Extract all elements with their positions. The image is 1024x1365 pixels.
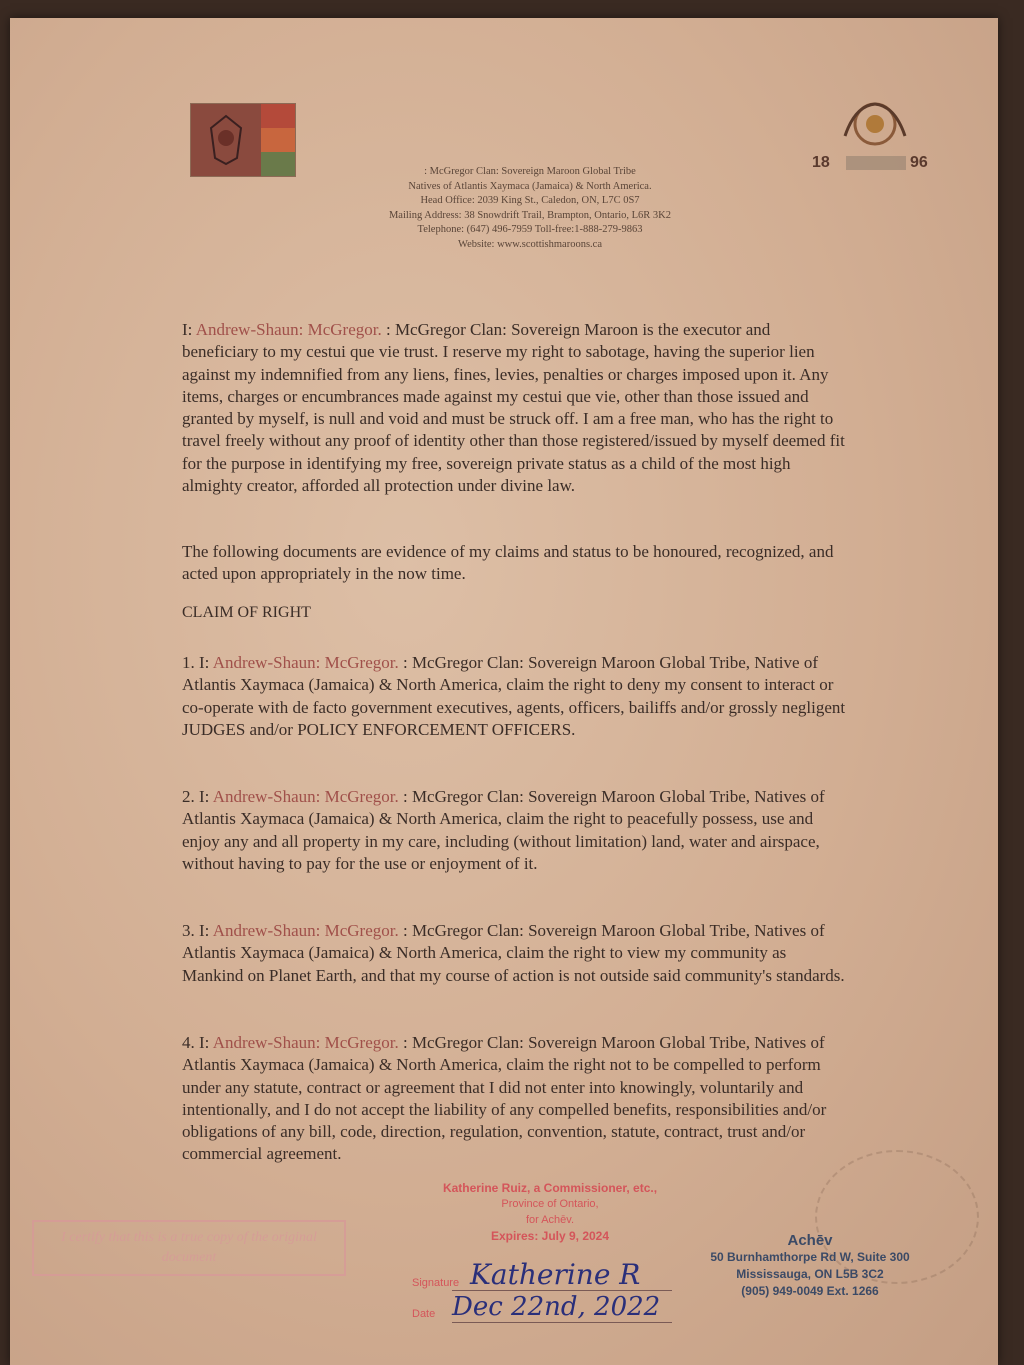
date-label: Date: [412, 1308, 436, 1320]
claim-text: : McGregor Clan: Sovereign Maroon Global Tribe, Natives of Atlantis Xaymaca (Jamaica) & North America, claim the right to view my community as Mankind on Planet Earth, and that my course of action is not outside said community's standards.: [182, 921, 845, 985]
intro-paragraph: [182, 319, 847, 497]
claim-prefix: 3. I:: [182, 921, 213, 940]
intro-text: : McGregor Clan: Sovereign Maroon is the executor and beneficiary to my cestui que vie trust. I reserve my right to sabotage, having the superior lien against my indemnified from any liens, fines, levies, penalties or charges imposed upon it. Any items, charges or encumbrances made against my cestui que vie, other than those issued and granted by myself, is null and void and must be struck off. I am a free man, who has the right to travel freely without any proof of identity other than those registered/issued by myself deemed fit for the purpose in identifying my free, sovereign private status as a child of the most high almighty creator, afforded all protection under divine law.: [182, 320, 845, 496]
claim-prefix: 4. I:: [182, 1033, 213, 1052]
claimant-name: Andrew-Shaun: McGregor.: [212, 653, 399, 672]
flag-emblem: [190, 103, 296, 177]
letterhead-line: Head Office: 2039 King St., Caledon, ON, L7C 0S7: [420, 195, 640, 207]
letterhead-line: Mailing Address: 38 Snowdrift Trail, Brampton, Ontario, L6R 3K2: [388, 209, 672, 221]
commissioner-stamp: [415, 1180, 685, 1244]
date-line: [452, 1322, 672, 1323]
year-left: 18: [812, 154, 830, 171]
signature-label: Signature: [412, 1277, 460, 1289]
letterhead-line: Natives of Atlantis Xaymaca (Jamaica) & North America.: [408, 180, 652, 192]
crest-banner: [846, 156, 906, 170]
achev-address-1: 50 Burnhamthorpe Rd W, Suite 300: [710, 1250, 910, 1264]
claim-2: [182, 786, 847, 875]
claim-3: [182, 920, 847, 987]
certify-stamp: I certify that this is a true copy of the original document: [32, 1220, 346, 1276]
signature: Katherine R: [470, 1258, 641, 1291]
claimant-name: Andrew-Shaun: McGregor.: [195, 320, 382, 339]
intro-prefix: I:: [182, 320, 196, 339]
achev-stamp: [690, 1232, 930, 1300]
letterhead-line: : McGregor Clan: Sovereign Maroon Global Tribe: [424, 166, 636, 177]
claimant-name: Andrew-Shaun: McGregor.: [212, 1033, 399, 1052]
claim-4: [182, 1032, 847, 1166]
claim-text: : McGregor Clan: Sovereign Maroon Global Tribe, Native of Atlantis Xaymaca (Jamaica) & North America, claim the right to deny my consent to interact or co-operate with de facto government executives, agents, officers, bailiffs and/or grossly negligent JUDGES and/or POLICY ENFORCEMENT OFFICERS.: [182, 653, 846, 739]
claim-text: : McGregor Clan: Sovereign Maroon Global Tribe, Natives of Atlantis Xaymaca (Jamaica) & North America, claim the right not to be compelled to perform under any statute, contract or agreement that I did not enter into knowingly, voluntarily and intentionally, and I do not accept the liability of any compelled benefits, responsibilities and/or obligations of any bill, code, direction, regulation, convention, statute, contract, trust and/or commercial agreement.: [182, 1033, 827, 1164]
clan-crest-icon: [835, 96, 915, 156]
claim-prefix: 2. I:: [182, 787, 213, 806]
year-right: 96: [910, 154, 928, 171]
claim-1: [182, 652, 847, 741]
commissioner-for: for Achēv.: [525, 1214, 575, 1226]
achev-phone: (905) 949-0049 Ext. 1266: [741, 1284, 879, 1298]
claim-prefix: 1. I:: [182, 653, 213, 672]
handwritten-date: Dec 22nd, 2022: [452, 1292, 661, 1322]
commissioner-expiry: Expires: July 9, 2024: [490, 1229, 610, 1243]
claimant-name: Andrew-Shaun: McGregor.: [212, 787, 399, 806]
claimant-name: Andrew-Shaun: McGregor.: [212, 921, 399, 940]
claim-text: : McGregor Clan: Sovereign Maroon Global Tribe, Natives of Atlantis Xaymaca (Jamaica) & North America, claim the right to peacefully possess, use and enjoy any and all property in my care, including (without limitation) land, water and airspace, without having to pay for the use or enjoyment of it.: [182, 787, 825, 873]
commissioner-name: Katherine Ruiz, a Commissioner, etc.,: [442, 1181, 658, 1195]
commissioner-province: Province of Ontario,: [501, 1198, 599, 1210]
claim-heading: CLAIM OF RIGHT: [182, 604, 311, 621]
letterhead: [340, 165, 720, 253]
achev-name: Achēv: [787, 1232, 833, 1249]
letterhead-line: Telephone: (647) 496-7959 Toll-free:1-888-279-9863: [417, 224, 643, 236]
letterhead-line: Website: www.scottishmaroons.ca: [458, 238, 602, 250]
evidence-paragraph: The following documents are evidence of my claims and status to be honoured, recognized, and acted upon appropriately in the now time.: [182, 542, 834, 584]
achev-address-2: Mississauga, ON L5B 3C2: [736, 1267, 884, 1281]
